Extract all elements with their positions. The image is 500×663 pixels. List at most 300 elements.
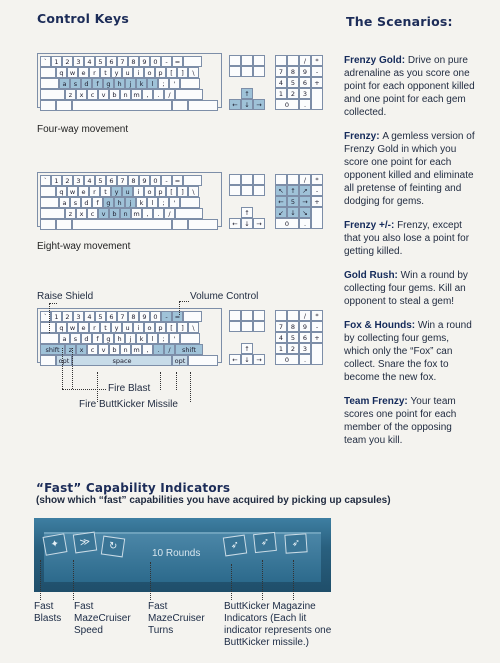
key: shift xyxy=(175,344,203,355)
key xyxy=(229,55,241,66)
key: 5 xyxy=(95,311,106,322)
key: j xyxy=(125,333,136,344)
scenario-item xyxy=(344,319,476,384)
key xyxy=(175,208,203,219)
key: 6 xyxy=(106,56,117,67)
key: ↙ xyxy=(275,207,287,218)
key: o xyxy=(144,186,155,197)
key: s xyxy=(70,197,81,208)
key: w xyxy=(67,186,78,197)
key: \ xyxy=(188,322,199,333)
key xyxy=(311,88,323,110)
main-key-block xyxy=(37,308,222,363)
key: ↑ xyxy=(241,343,253,354)
key: e xyxy=(78,186,89,197)
key: 5 xyxy=(287,332,299,343)
key: 7 xyxy=(275,66,287,77)
key: b xyxy=(109,344,120,355)
key: [ xyxy=(166,67,177,78)
callout-line xyxy=(49,303,50,333)
indicator-line xyxy=(40,560,41,600)
key: g xyxy=(103,333,114,344)
key: s xyxy=(70,333,81,344)
key: = xyxy=(172,311,183,322)
key: 1 xyxy=(51,175,62,186)
key: 2 xyxy=(62,175,73,186)
key xyxy=(241,55,253,66)
key xyxy=(56,219,72,230)
callout-line xyxy=(49,303,57,304)
key xyxy=(40,219,56,230)
key: u xyxy=(122,186,133,197)
key xyxy=(180,333,200,344)
key: e xyxy=(78,322,89,333)
key: ← xyxy=(229,354,241,365)
indicator-line xyxy=(293,560,294,600)
key xyxy=(40,186,56,197)
rounds-text: 10 Rounds xyxy=(152,548,201,559)
key: l xyxy=(147,333,158,344)
key: r xyxy=(89,322,100,333)
fast-blasts-icon: ✦ xyxy=(43,533,68,556)
key xyxy=(56,100,72,111)
key xyxy=(253,55,265,66)
key xyxy=(183,175,202,186)
key: ` xyxy=(40,311,51,322)
fast-speed-icon: ≫ xyxy=(73,532,97,554)
key xyxy=(241,310,253,321)
nav-key-block xyxy=(229,172,265,227)
key: a xyxy=(59,197,70,208)
key: ` xyxy=(40,56,51,67)
key: 9 xyxy=(139,175,150,186)
key: 7 xyxy=(117,311,128,322)
key: 6 xyxy=(299,332,311,343)
key: y xyxy=(111,322,122,333)
key: n xyxy=(120,89,131,100)
key xyxy=(229,321,241,332)
callout-line xyxy=(179,301,180,315)
key xyxy=(40,197,59,208)
key xyxy=(229,174,241,185)
main-key-block xyxy=(37,172,222,227)
scenario-text: Your team scores one point for each member of the opposing team you kill. xyxy=(344,396,457,446)
key: l xyxy=(147,78,158,89)
key: 7 xyxy=(117,56,128,67)
key xyxy=(241,174,253,185)
key: r xyxy=(89,67,100,78)
key: g xyxy=(103,197,114,208)
scenario-list xyxy=(344,54,476,458)
key: ' xyxy=(169,78,180,89)
key: 9 xyxy=(139,311,150,322)
key: 2 xyxy=(287,343,299,354)
key xyxy=(241,66,253,77)
key: v xyxy=(98,208,109,219)
key: p xyxy=(155,186,166,197)
key: ; xyxy=(158,197,169,208)
key: * xyxy=(311,174,323,185)
key: opt xyxy=(172,355,188,366)
key: m xyxy=(131,208,142,219)
key: u xyxy=(122,67,133,78)
callout-line xyxy=(97,372,98,402)
key: , xyxy=(142,89,153,100)
key: \ xyxy=(188,186,199,197)
key: = xyxy=(172,175,183,186)
key: 9 xyxy=(299,66,311,77)
key: / xyxy=(164,89,175,100)
key: 1 xyxy=(275,343,287,354)
key: i xyxy=(133,186,144,197)
key: shift xyxy=(40,344,65,355)
key xyxy=(172,219,188,230)
key: c xyxy=(87,89,98,100)
key: c xyxy=(87,344,98,355)
key xyxy=(253,321,265,332)
key: [ xyxy=(166,186,177,197)
key: 4 xyxy=(275,77,287,88)
scenario-item xyxy=(344,395,476,447)
fast-speed-label: Fast MazeCruiser Speed xyxy=(74,601,131,636)
raise-shield-label: Raise Shield xyxy=(37,291,94,302)
key: d xyxy=(81,78,92,89)
key xyxy=(40,355,56,366)
key xyxy=(253,174,265,185)
key: g xyxy=(103,78,114,89)
key xyxy=(287,55,299,66)
key: j xyxy=(125,197,136,208)
key: 3 xyxy=(73,311,84,322)
key: . xyxy=(153,344,164,355)
key: ↗ xyxy=(299,185,311,196)
key: / xyxy=(164,344,175,355)
key xyxy=(172,100,188,111)
key: 2 xyxy=(62,311,73,322)
key xyxy=(241,185,253,196)
key: * xyxy=(311,55,323,66)
key: u xyxy=(122,322,133,333)
key: . xyxy=(153,208,164,219)
key xyxy=(40,67,56,78)
key xyxy=(188,355,218,366)
key: 0 xyxy=(150,56,161,67)
key: k xyxy=(136,197,147,208)
key: 1 xyxy=(51,56,62,67)
key xyxy=(40,89,65,100)
scenario-item xyxy=(344,269,476,308)
key: . xyxy=(299,218,311,229)
key: - xyxy=(161,175,172,186)
key xyxy=(253,310,265,321)
scenario-text: A gemless version of Frenzy Gold in which you score one point for each opponent killed and eliminate all pretense of feinting and dodging for gems. xyxy=(344,131,475,207)
key: ' xyxy=(169,333,180,344)
key: k xyxy=(136,333,147,344)
key: t xyxy=(100,67,111,78)
key: - xyxy=(161,311,172,322)
key: - xyxy=(311,66,323,77)
key: r xyxy=(89,186,100,197)
key: ] xyxy=(177,186,188,197)
callout-line xyxy=(176,372,177,390)
key: z xyxy=(65,208,76,219)
key: ↑ xyxy=(287,185,299,196)
key xyxy=(188,100,218,111)
fast-turns-label: Fast MazeCruiser Turns xyxy=(148,601,205,636)
key: space xyxy=(72,355,172,366)
key: 5 xyxy=(287,77,299,88)
indicator-line xyxy=(73,560,74,600)
key: ; xyxy=(158,333,169,344)
key: . xyxy=(153,89,164,100)
callout-line xyxy=(62,348,63,389)
key: h xyxy=(114,197,125,208)
numpad-block xyxy=(275,308,323,376)
key: n xyxy=(120,344,131,355)
key: - xyxy=(311,321,323,332)
key: c xyxy=(87,208,98,219)
key: ` xyxy=(40,175,51,186)
key: x xyxy=(76,208,87,219)
key: j xyxy=(125,78,136,89)
buttkicker-indicator-2-icon: ➶ xyxy=(253,532,277,553)
scenario-name: Frenzy: xyxy=(344,131,383,142)
key xyxy=(287,310,299,321)
control-keys-title: Control Keys xyxy=(37,11,129,26)
key: p xyxy=(155,67,166,78)
key: → xyxy=(253,218,265,229)
key: → xyxy=(253,354,265,365)
buttkicker-label: ButtKicker Magazine Indicators (Each lit indicator represents one ButtKicker missile.) xyxy=(224,601,332,648)
fast-turns-icon: ↻ xyxy=(101,536,125,558)
key: / xyxy=(164,208,175,219)
key: p xyxy=(155,322,166,333)
key: 1 xyxy=(275,88,287,99)
key: x xyxy=(76,344,87,355)
key: ; xyxy=(158,78,169,89)
key: m xyxy=(131,89,142,100)
key: t xyxy=(100,186,111,197)
key: + xyxy=(311,77,323,88)
key: / xyxy=(299,174,311,185)
nav-key-block xyxy=(229,53,265,108)
key: h xyxy=(114,333,125,344)
key: f xyxy=(92,78,103,89)
key: , xyxy=(142,344,153,355)
callout-line xyxy=(179,301,189,302)
key: . xyxy=(299,354,311,365)
key: o xyxy=(144,322,155,333)
key: 4 xyxy=(84,175,95,186)
key: → xyxy=(299,196,311,207)
key: q xyxy=(56,67,67,78)
key: t xyxy=(100,322,111,333)
indicator-line xyxy=(262,560,263,600)
key xyxy=(275,55,287,66)
key: i xyxy=(133,322,144,333)
key: 4 xyxy=(275,332,287,343)
key: ← xyxy=(229,218,241,229)
scenario-name: Frenzy Gold: xyxy=(344,55,408,66)
key: 8 xyxy=(128,175,139,186)
key: 2 xyxy=(62,56,73,67)
key: s xyxy=(70,78,81,89)
key: 8 xyxy=(287,66,299,77)
key: / xyxy=(299,310,311,321)
key: 2 xyxy=(287,88,299,99)
key: ← xyxy=(229,99,241,110)
indicator-line xyxy=(231,564,232,600)
key: 7 xyxy=(275,321,287,332)
fire-blast-label: Fire Blast xyxy=(108,383,151,394)
key: + xyxy=(311,196,323,207)
scenario-name: Frenzy +/-: xyxy=(344,220,398,231)
key: = xyxy=(172,56,183,67)
key: ↑ xyxy=(241,88,253,99)
key: k xyxy=(136,78,147,89)
key: ] xyxy=(177,67,188,78)
key xyxy=(241,321,253,332)
numpad-block xyxy=(275,172,323,240)
fire-missile-label: Fire ButtKicker Missile xyxy=(79,399,178,410)
key: ↓ xyxy=(241,99,253,110)
key: [ xyxy=(166,322,177,333)
key: \ xyxy=(188,67,199,78)
key: q xyxy=(56,186,67,197)
key: 4 xyxy=(84,311,95,322)
key xyxy=(188,219,218,230)
key: - xyxy=(311,185,323,196)
callout-line xyxy=(62,389,106,390)
scenario-text: Win a round by collecting four gems, which only the “Fox” can collect. Snare the fox to become the new fox. xyxy=(344,320,472,383)
key: 0 xyxy=(275,218,299,229)
key xyxy=(275,174,287,185)
key: f xyxy=(92,197,103,208)
key xyxy=(253,185,265,196)
key: 9 xyxy=(139,56,150,67)
buttkicker-indicator-3-icon: ➶ xyxy=(284,533,307,553)
key: 3 xyxy=(299,343,311,354)
eight-way-caption: Eight-way movement xyxy=(37,241,131,252)
key: + xyxy=(311,332,323,343)
scenario-item xyxy=(344,54,476,119)
key: ↓ xyxy=(241,218,253,229)
key: 0 xyxy=(275,99,299,110)
key: y xyxy=(111,186,122,197)
scenario-text: Win a round by collecting four gems. Kill an opponent to steal a gem! xyxy=(344,270,468,307)
key: a xyxy=(59,78,70,89)
key xyxy=(175,89,203,100)
key: 4 xyxy=(84,56,95,67)
key xyxy=(311,343,323,365)
key: z xyxy=(65,344,76,355)
key xyxy=(40,333,59,344)
key: m xyxy=(131,344,142,355)
buttkicker-indicator-1-icon: ➶ xyxy=(223,535,247,557)
indicator-line xyxy=(150,562,151,600)
fast-title: “Fast” Capability Indicators xyxy=(36,481,231,495)
key: 5 xyxy=(95,56,106,67)
scenarios-title: The Scenarios: xyxy=(346,14,453,29)
key: x xyxy=(76,89,87,100)
key: v xyxy=(98,344,109,355)
key xyxy=(287,174,299,185)
key: → xyxy=(253,99,265,110)
key xyxy=(253,66,265,77)
key: i xyxy=(133,67,144,78)
key xyxy=(40,208,65,219)
callout-line xyxy=(190,372,191,402)
key: y xyxy=(111,67,122,78)
key xyxy=(40,100,56,111)
key xyxy=(229,185,241,196)
key: ↑ xyxy=(241,207,253,218)
key xyxy=(183,311,202,322)
key: 0 xyxy=(150,175,161,186)
main-key-block xyxy=(37,53,222,108)
volume-control-label: Volume Control xyxy=(190,291,259,302)
key: v xyxy=(98,89,109,100)
key xyxy=(180,78,200,89)
four-way-caption: Four-way movement xyxy=(37,124,129,135)
key: o xyxy=(144,67,155,78)
scenario-text: Frenzy, except that you also lose a point for getting killed. xyxy=(344,220,470,257)
key: 8 xyxy=(287,321,299,332)
key: 0 xyxy=(150,311,161,322)
key: d xyxy=(81,197,92,208)
key: 5 xyxy=(95,175,106,186)
key: 6 xyxy=(106,311,117,322)
hud-panel xyxy=(34,518,331,592)
fast-subtitle: (show which “fast” capabilities you have acquired by picking up capsules) xyxy=(36,495,391,506)
key: 8 xyxy=(128,56,139,67)
callout-line xyxy=(72,348,73,389)
key: 5 xyxy=(287,196,299,207)
key: w xyxy=(67,67,78,78)
key xyxy=(229,310,241,321)
key: 6 xyxy=(299,77,311,88)
key xyxy=(180,197,200,208)
key: l xyxy=(147,197,158,208)
scenario-name: Gold Rush: xyxy=(344,270,401,281)
scenario-item xyxy=(344,130,476,208)
key: ' xyxy=(169,197,180,208)
key: ← xyxy=(275,196,287,207)
key: b xyxy=(109,208,120,219)
key: ↘ xyxy=(299,207,311,218)
scenario-name: Team Frenzy: xyxy=(344,396,411,407)
key: a xyxy=(59,333,70,344)
key: d xyxy=(81,333,92,344)
key: ↓ xyxy=(287,207,299,218)
key xyxy=(40,322,56,333)
key xyxy=(40,78,59,89)
key: 7 xyxy=(117,175,128,186)
key: h xyxy=(114,78,125,89)
key: / xyxy=(299,55,311,66)
key: 1 xyxy=(51,311,62,322)
fast-blasts-label: Fast Blasts xyxy=(34,601,62,624)
key: n xyxy=(120,208,131,219)
key: w xyxy=(67,322,78,333)
scenario-text: Drive on pure adrenaline as you score one point for each opponent killed and one point for each gem collected. xyxy=(344,55,475,118)
key: - xyxy=(161,56,172,67)
key xyxy=(183,56,202,67)
scenario-name: Fox & Hounds: xyxy=(344,320,418,331)
numpad-block xyxy=(275,53,323,121)
nav-key-block xyxy=(229,308,265,363)
key xyxy=(275,310,287,321)
